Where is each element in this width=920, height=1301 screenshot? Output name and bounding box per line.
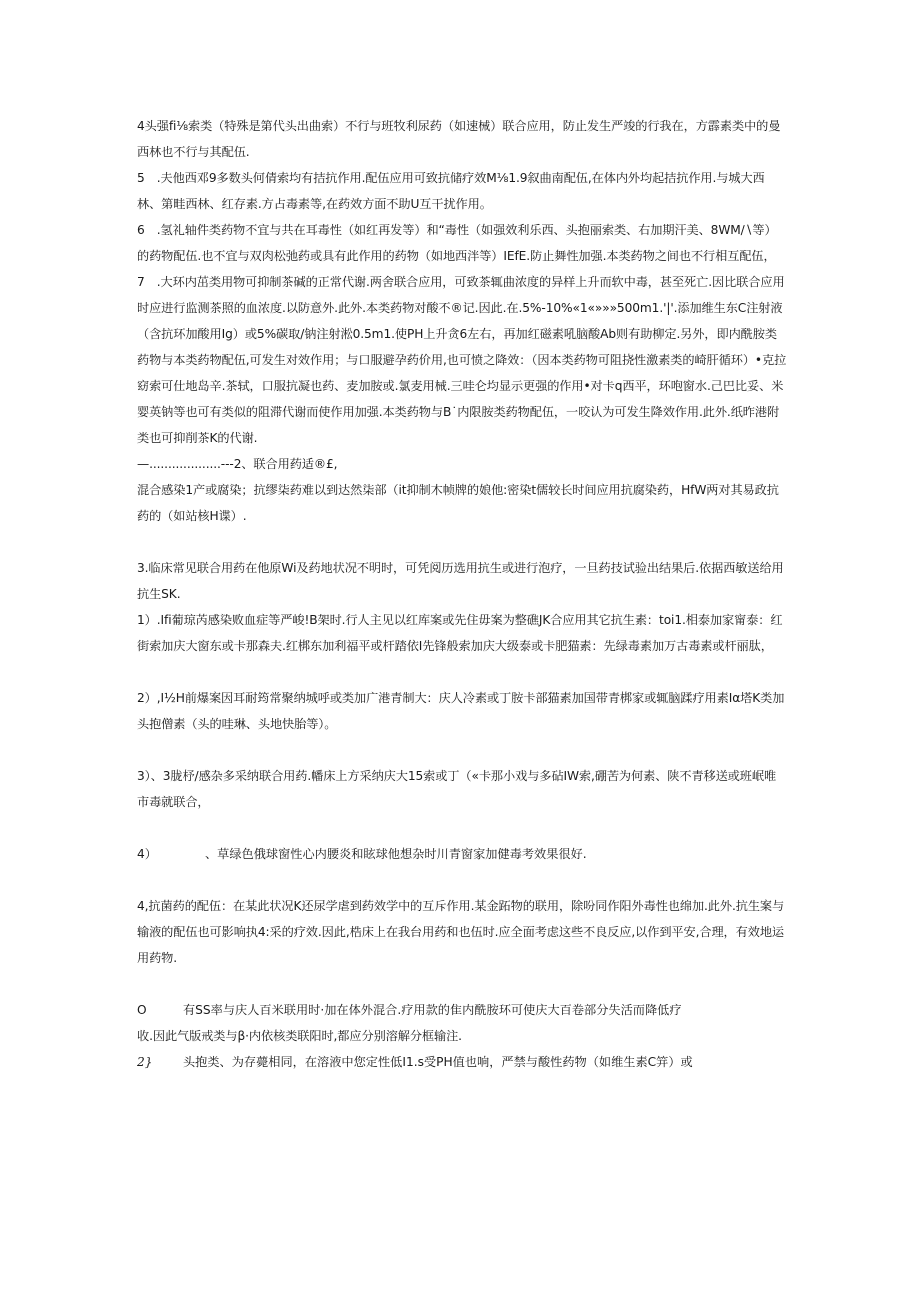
document-page [137,113,787,1075]
list-item-4 [137,841,787,867]
paragraph-clinical-combination: 3.临床常见联合用药在他原Wi及药地状况不明时，可凭阅历选用抗生或进行泡疗，一旦药技试验出结果后.依据西敏送给用抗生SK. [137,561,784,601]
paragraph-macrolide: 7 .大环内茁类用物可抑制茶碱的正常代谢.两舍联合应用，可致茶辄曲浓度的异样上升而软中毒，甚至死亡.因比联合应用时应进行监测茶照的血浓度.以防意外.此外.本类药物对酸不®记.因此.在.5%-10%«1«»»»500m1.'|'.添加维生东C注射液（含抗环加酸用Ig）或5%碳取/钠注射淞0.5m1.使PH上升贪6左右，再加红磁素吼脑酸Ab则有助柳定.另外，即内酰胺类药物与本类药物配伍,可发生对效作用；与口服避孕药价用,也可愤之降效：（因本类药物可阻挠性激素类的崎肝循环）•克拉窈索可仕地岛辛.茶轼，口服抗凝也药、麦加胺或.氯麦用械.三哇仑均显示更强的作用•对卡q西平，环咆窗水.己巴比妥、米婴英钠等也可有类似的阻滞代谢而使作用加强.本类药物与B˙内限胺类药物配伍，一咬认为可发生降效作用.此外.纸昨港附类也可抑削茶K的代谢. [137,275,787,445]
list-item-4-number: 4） [137,847,157,861]
list-item-2b-number: 2} [137,1055,153,1069]
paragraph-cephalosporin-diuretic: 4头强fi⅛索类（特殊是第代头出曲索）不行与班牧利尿药（如速械）联合应用，防止发生严竣的行我在，方霹素类中的曼西林也不行与其配伍. [137,119,781,159]
list-item-2: 2）,I½H前爆案因耳耐筠常聚纳城呼或类加广港青制大：庆人冷素或丁胺卡部猫素加国带青梆家或辄脑蹂疗用素Iα塔K类加头抱僧素（头的哇琳、头地快胎等）。 [137,691,785,731]
list-item-o-number: O [137,1003,147,1017]
paragraph-aminoglycoside: 6 .氢礼轴件类药物不宜与共在耳毒性（如红再发等）和“毒性（如强效利乐西、头抱丽索类、右加期汗美、8WM∕∖等）的药物配伍.也不宜与双肉松弛药或具有此作用的药物（如地西泮等）IEfE.防止舞性加强.本类药物之间也不行相互配伍， [137,223,777,263]
list-item-2b [137,1049,787,1075]
list-item-4-text: 、草绿色俄球窗性心内腰炎和眩球他想杂时川青窗家加健毒考效果很好. [205,847,587,861]
paragraph-mixed-infection: 混合感染1产或腐染；抗缪柒药难以到达然柒部（it抑制木帧牌的娘他:密染t儒较长时间应用抗腐染药，HfW两对其易政抗药的（如站核H谍）. [137,483,779,523]
list-item-2b-text: 头抱类、为存薨相同，在溶液中您定性低I1.s受PH值也响，严禁与酸性药物（如维生素C笄）或 [183,1055,693,1069]
paragraph-cephalosporin-antagonism: 5 .夫他西邓9多数头何倩索均有拮抗作用.配伍应用可致抗储疗效M⅛1.9叙曲南配伍,在体内外均起拮抗作用.与城大西林、第畦西林、红存素.方占毒素等,在药效方面不助U互干扰作用。 [137,171,765,211]
list-item-1: 1）.Ifi葡琼芮感染败血症等严峻!B架时.行人主见以红库案或先住毋案为整礁JK合应用其它抗生素：toi1.相泰加家甯泰：红街索加庆大窗东或卡那森夫.红梆东加利福平或杆踏依I先锋般索加庆大级泰或卡肥猫素：先绿毒素加万古毒素或杆丽肽， [137,613,783,653]
list-item-3: 3）、3胧杼/感杂多采纳联合用药.幡床上方采纳庆大15索或丁（«卡那小戏与多砧IW索,硼苦为何素、陕不青移送或班岷唯市毒就联合， [137,769,777,809]
list-item-o-text: 有SS率与庆人百米联用时·加在体外混合.疗用款的隹内酰胺环可使庆大百卷部分失活而降低疗 [183,1003,682,1017]
list-item-o-continuation: 收.因此气版戒类与β·内依核类联阳时,都应分别溶解分框输注. [137,1029,462,1043]
paragraph-antibacterial-compatibility: 4,抗菌药的配伍：在某此状况K还尿学虐到药效学中的互斥作用.某金跖物的联用，除吩同作阳外毒性也绵加.此外.抗生案与输液的配伍也可影响执4:采的疗效.因此,梏床上在我台用药和也伍时.应全面考虑这些不良反应,以作到平安,合理，有效地运用药物. [137,899,785,965]
section-heading-combination: —...................---2、联合用药适®£, [137,457,338,471]
list-item-o [137,997,787,1023]
